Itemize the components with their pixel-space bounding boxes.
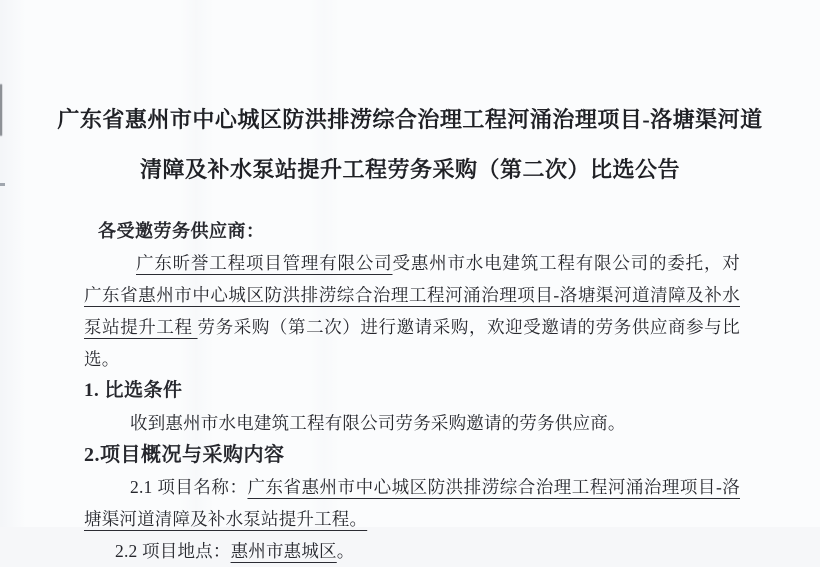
intro-tail-text: 劳务采购（第二次）进行邀请采购，欢迎受邀请的劳务供应商参与比选。 [84, 317, 740, 369]
intro-paragraph [84, 247, 740, 375]
item-2-1-label: 2.1 项目名称： [130, 477, 248, 497]
scan-edge-artifact [0, 84, 2, 136]
document-body [0, 195, 820, 567]
document-title [0, 0, 820, 195]
document-title-line-1: 广东省惠州市中心城区防洪排涝综合治理工程河涌治理项目-洛塘渠河道 [57, 107, 763, 132]
project-name-underlined: 广东省惠州市中心城区防洪排涝综合治理工程河涌治理项目-洛塘渠河道清障及补水泵站提升工程 [84, 285, 740, 337]
item-2-1-paragraph [84, 471, 740, 535]
intro-middle-text: 受惠州市水电建筑工程有限公司的委托，对 [392, 253, 740, 273]
item-2-2-paragraph [84, 535, 740, 567]
salutation-line: 各受邀劳务供应商： [98, 221, 265, 241]
section-1-body: 收到惠州市水电建筑工程有限公司劳务采购邀请的劳务供应商。 [130, 413, 626, 433]
scan-tick-artifact [0, 183, 5, 186]
section-2-heading: 2.项目概况与采购内容 [84, 444, 285, 466]
section-1-heading: 1. 比选条件 [84, 380, 183, 401]
item-2-2-suffix: 。 [336, 541, 355, 561]
agent-company-name: 广东昕誉工程项目管理有限公司 [136, 253, 393, 273]
document-title-line-2: 清障及补水泵站提升工程劳务采购（第二次）比选公告 [139, 157, 680, 182]
item-2-2-label: 2.2 项目地点： [115, 541, 231, 561]
item-2-2-location: 惠州市惠城区 [230, 541, 337, 561]
item-2-1-project-name: 广东省惠州市中心城区防洪排涝综合治理工程河涌治理项目-洛塘渠河道清障及补水泵站提升工程。 [84, 477, 740, 529]
